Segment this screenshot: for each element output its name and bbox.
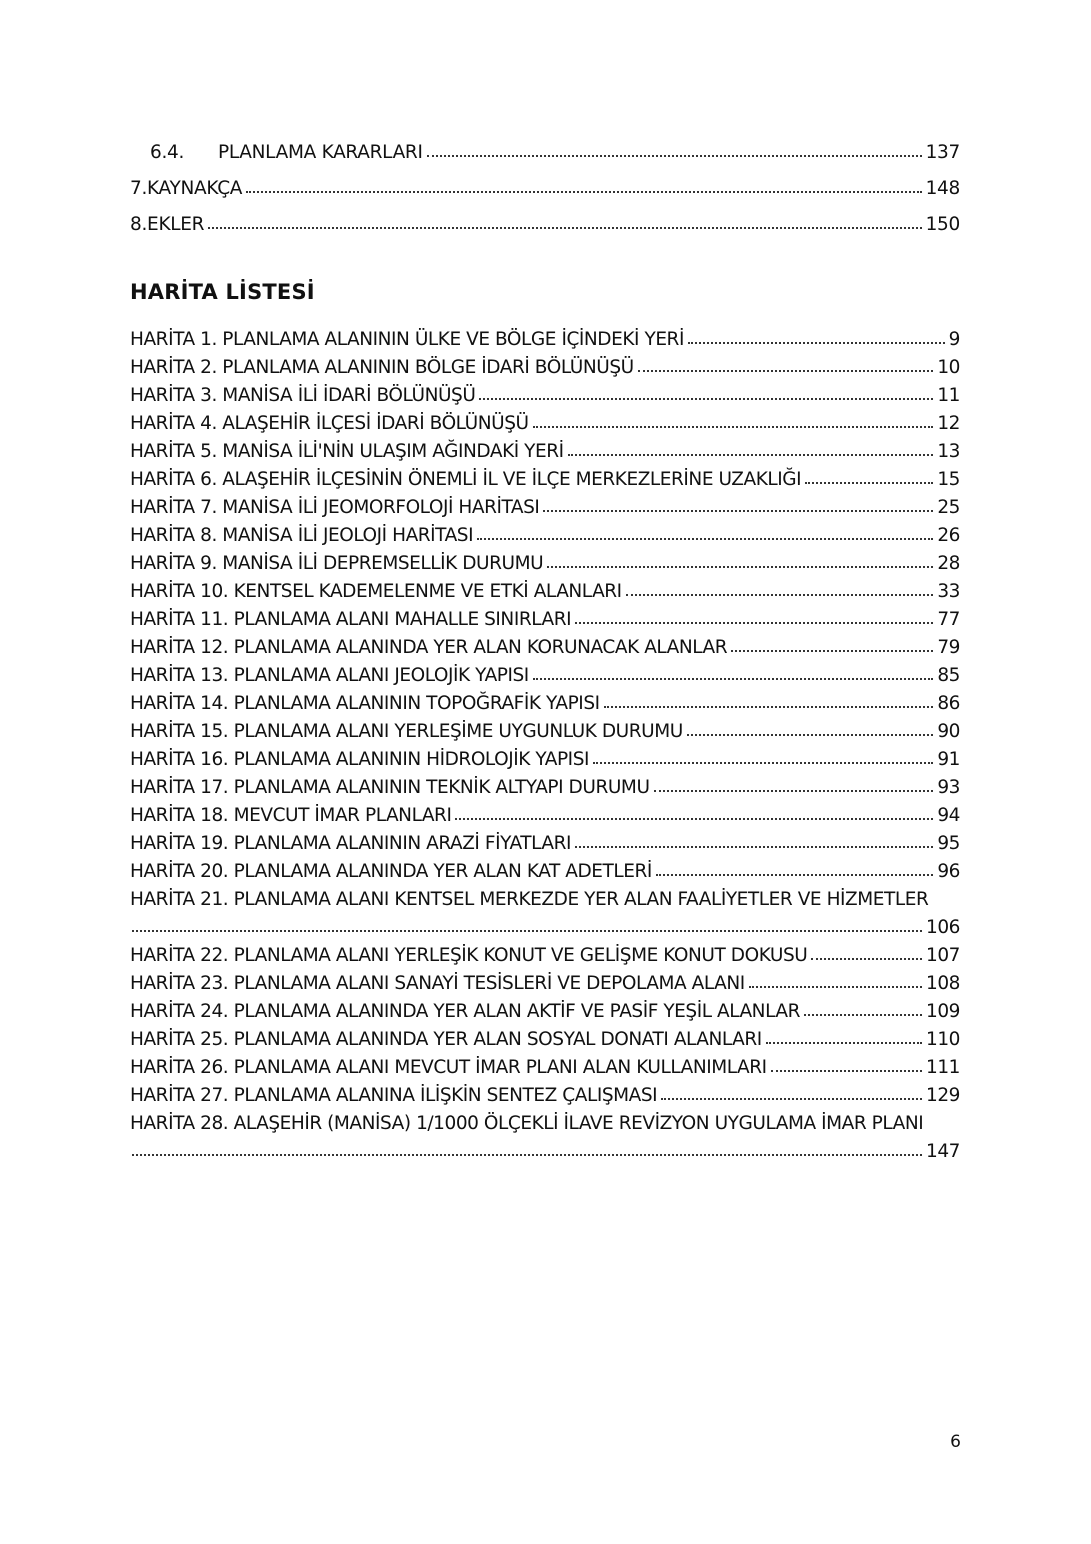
dot-leader [479,398,933,400]
dot-leader [771,1070,922,1072]
toc-entry[interactable] [130,127,960,163]
map-list-item-title: HARİTA 16. PLANLAMA ALANININ HİDROLOJİK YAPISI [130,749,589,770]
map-list-item-page: 26 [937,525,960,546]
map-list-item-page: 13 [937,441,960,462]
map-list-item-title: HARİTA 26. PLANLAMA ALANI MEVCUT İMAR PLANI ALAN KULLANIMLARI [130,1057,767,1078]
map-list-item-page: 95 [937,833,960,854]
map-list-item[interactable] [130,518,960,546]
map-list-item-title: HARİTA 22. PLANLAMA ALANI YERLEŞİK KONUT VE GELİŞME KONUT DOKUSU [130,945,808,966]
dot-leader [246,191,921,193]
dot-leader [654,790,934,792]
map-list-item-title: HARİTA 25. PLANLAMA ALANINDA YER ALAN SOSYAL DONATI ALANLARI [130,1029,762,1050]
map-list-item-page: 11 [937,385,960,406]
dot-leader [593,762,933,764]
map-list-item[interactable] [130,938,960,966]
map-list-item-page: 107 [926,945,960,966]
dot-leader [477,538,933,540]
map-list-item[interactable] [130,462,960,490]
table-of-contents-tail [130,127,960,235]
map-list-item-title: HARİTA 17. PLANLAMA ALANININ TEKNİK ALTYAPI DURUMU [130,777,650,798]
map-list-item-page: 94 [937,805,960,826]
map-list-item[interactable] [130,350,960,378]
map-list-item[interactable] [130,546,960,574]
map-list-item-title: HARİTA 18. MEVCUT İMAR PLANLARI [130,805,452,826]
toc-entry-page: 137 [925,142,960,163]
map-list-item[interactable] [130,1078,960,1106]
map-list-item-page: 108 [926,973,960,994]
map-list-item-page: 25 [937,497,960,518]
map-list-item-page: 86 [937,693,960,714]
map-list-item[interactable] [130,378,960,406]
map-list-item[interactable] [130,490,960,518]
toc-entry-page: 148 [925,178,960,199]
toc-entry[interactable] [130,199,960,235]
map-list-item[interactable] [130,434,960,462]
map-list-item[interactable] [130,798,960,826]
map-list-item[interactable] [130,742,960,770]
map-list-item-page: 15 [937,469,960,490]
map-list-item-title: HARİTA 5. MANİSA İLİ'NİN ULAŞIM AĞINDAKİ YERİ [130,441,564,462]
map-list-item-title: HARİTA 20. PLANLAMA ALANINDA YER ALAN KAT ADETLERİ [130,861,652,882]
toc-entry-title: PLANLAMA KARARLARI [218,142,423,163]
dot-leader [533,678,934,680]
map-list-item-line [130,882,960,910]
map-list-item-line [130,910,960,938]
dot-leader [575,846,933,848]
map-list-item-page: 79 [937,637,960,658]
map-list-item[interactable] [130,1022,960,1050]
map-list-item-title: HARİTA 7. MANİSA İLİ JEOMORFOLOJİ HARİTASI [130,497,540,518]
map-list-item-page: 93 [937,777,960,798]
toc-entry-page: 150 [925,214,960,235]
map-list-item[interactable] [130,994,960,1022]
map-list-item-page: 109 [926,1001,960,1022]
map-list-item[interactable] [130,714,960,742]
map-list-item-title: HARİTA 6. ALAŞEHİR İLÇESİNİN ÖNEMLİ İL VE İLÇE MERKEZLERİNE UZAKLIĞI [130,469,802,490]
dot-leader [766,1042,922,1044]
dot-leader [688,342,945,344]
map-list-item-page: 77 [937,609,960,630]
map-list-item[interactable] [130,686,960,714]
map-list-item[interactable] [130,826,960,854]
map-list-item-line [130,1134,960,1162]
map-list-item-title: HARİTA 8. MANİSA İLİ JEOLOJİ HARİTASI [130,525,474,546]
map-list-heading: HARİTA LİSTESİ [130,280,315,304]
map-list-item[interactable] [130,574,960,602]
map-list-item-title: HARİTA 23. PLANLAMA ALANI SANAYİ TESİSLERİ VE DEPOLAMA ALANI [130,973,745,994]
map-list-item-page: 129 [926,1085,960,1106]
map-list [130,322,960,1162]
dot-leader [749,986,922,988]
page-number: 6 [950,1432,961,1452]
map-list-item[interactable] [130,966,960,994]
toc-entry[interactable] [130,163,960,199]
map-list-item-title: HARİTA 1. PLANLAMA ALANININ ÜLKE VE BÖLGE İÇİNDEKİ YERİ [130,329,684,350]
map-list-item-page: 147 [926,1141,960,1162]
dot-leader [626,594,934,596]
dot-leader [731,650,933,652]
map-list-item-title: HARİTA 19. PLANLAMA ALANININ ARAZİ FİYATLARI [130,833,572,854]
dot-leader [811,958,922,960]
dot-leader [132,930,922,932]
map-list-item-page: 111 [926,1057,960,1078]
dot-leader [132,1154,922,1156]
map-list-item-title: HARİTA 13. PLANLAMA ALANI JEOLOJİK YAPISI [130,665,529,686]
dot-leader [547,566,933,568]
dot-leader [575,622,933,624]
map-list-item-title: HARİTA 15. PLANLAMA ALANI YERLEŞİME UYGUNLUK DURUMU [130,721,683,742]
dot-leader [568,454,934,456]
map-list-item-title: HARİTA 27. PLANLAMA ALANINA İLİŞKİN SENTEZ ÇALIŞMASI [130,1085,658,1106]
dot-leader [687,734,933,736]
map-list-item-page: 28 [937,553,960,574]
map-list-item[interactable] [130,406,960,434]
map-list-item-title: HARİTA 2. PLANLAMA ALANININ BÖLGE İDARİ BÖLÜNÜŞÜ [130,357,634,378]
dot-leader [208,227,921,229]
map-list-item-title: HARİTA 10. KENTSEL KADEMELENME VE ETKİ ALANLARI [130,581,622,602]
dot-leader [427,155,922,157]
dot-leader [543,510,933,512]
dot-leader [455,818,933,820]
map-list-item-page: 10 [937,357,960,378]
dot-leader [805,482,933,484]
map-list-item[interactable] [130,1050,960,1078]
map-list-item-title: HARİTA 9. MANİSA İLİ DEPREMSELLİK DURUMU [130,553,544,574]
dot-leader [638,370,934,372]
map-list-item-page: 12 [937,413,960,434]
map-list-item[interactable] [130,770,960,798]
map-list-item-line [130,1106,960,1134]
map-list-item-page: 106 [926,917,960,938]
map-list-item-page: 96 [937,861,960,882]
map-list-item-page: 90 [937,721,960,742]
map-list-item[interactable] [130,322,960,350]
toc-entry-title: 7.KAYNAKÇA [130,178,243,199]
toc-entry-number: 6.4. [150,142,185,163]
map-list-item-page: 91 [937,749,960,770]
dot-leader [804,1014,922,1016]
map-list-item[interactable] [130,658,960,686]
map-list-item-title: HARİTA 12. PLANLAMA ALANINDA YER ALAN KORUNACAK ALANLAR [130,637,728,658]
map-list-item-page: 110 [926,1029,960,1050]
map-list-item[interactable] [130,854,960,882]
map-list-item-title: HARİTA 14. PLANLAMA ALANININ TOPOĞRAFİK YAPISI [130,693,600,714]
map-list-item-page: 9 [948,329,960,350]
map-list-item[interactable] [130,602,960,630]
map-list-item-page: 85 [937,665,960,686]
map-list-item-title: HARİTA 24. PLANLAMA ALANINDA YER ALAN AKTİF VE PASİF YEŞİL ALANLAR [130,1001,800,1022]
dot-leader [604,706,934,708]
dot-leader [661,1098,922,1100]
map-list-item-title: HARİTA 4. ALAŞEHİR İLÇESİ İDARİ BÖLÜNÜŞÜ [130,413,529,434]
map-list-item[interactable] [130,1106,960,1162]
dot-leader [656,874,933,876]
dot-leader [533,426,934,428]
map-list-item-title: HARİTA 11. PLANLAMA ALANI MAHALLE SINIRLARI [130,609,572,630]
map-list-item-page: 33 [937,581,960,602]
map-list-item-title: HARİTA 21. PLANLAMA ALANI KENTSEL MERKEZDE YER ALAN FAALİYETLER VE HİZMETLER [130,889,929,910]
toc-entry-title: 8.EKLER [130,214,205,235]
map-list-item[interactable] [130,882,960,938]
map-list-item[interactable] [130,630,960,658]
map-list-item-title: HARİTA 3. MANİSA İLİ İDARİ BÖLÜNÜŞÜ [130,385,476,406]
map-list-item-title: HARİTA 28. ALAŞEHİR (MANİSA) 1/1000 ÖLÇEKLİ İLAVE REVİZYON UYGULAMA İMAR PLANI [130,1113,924,1134]
